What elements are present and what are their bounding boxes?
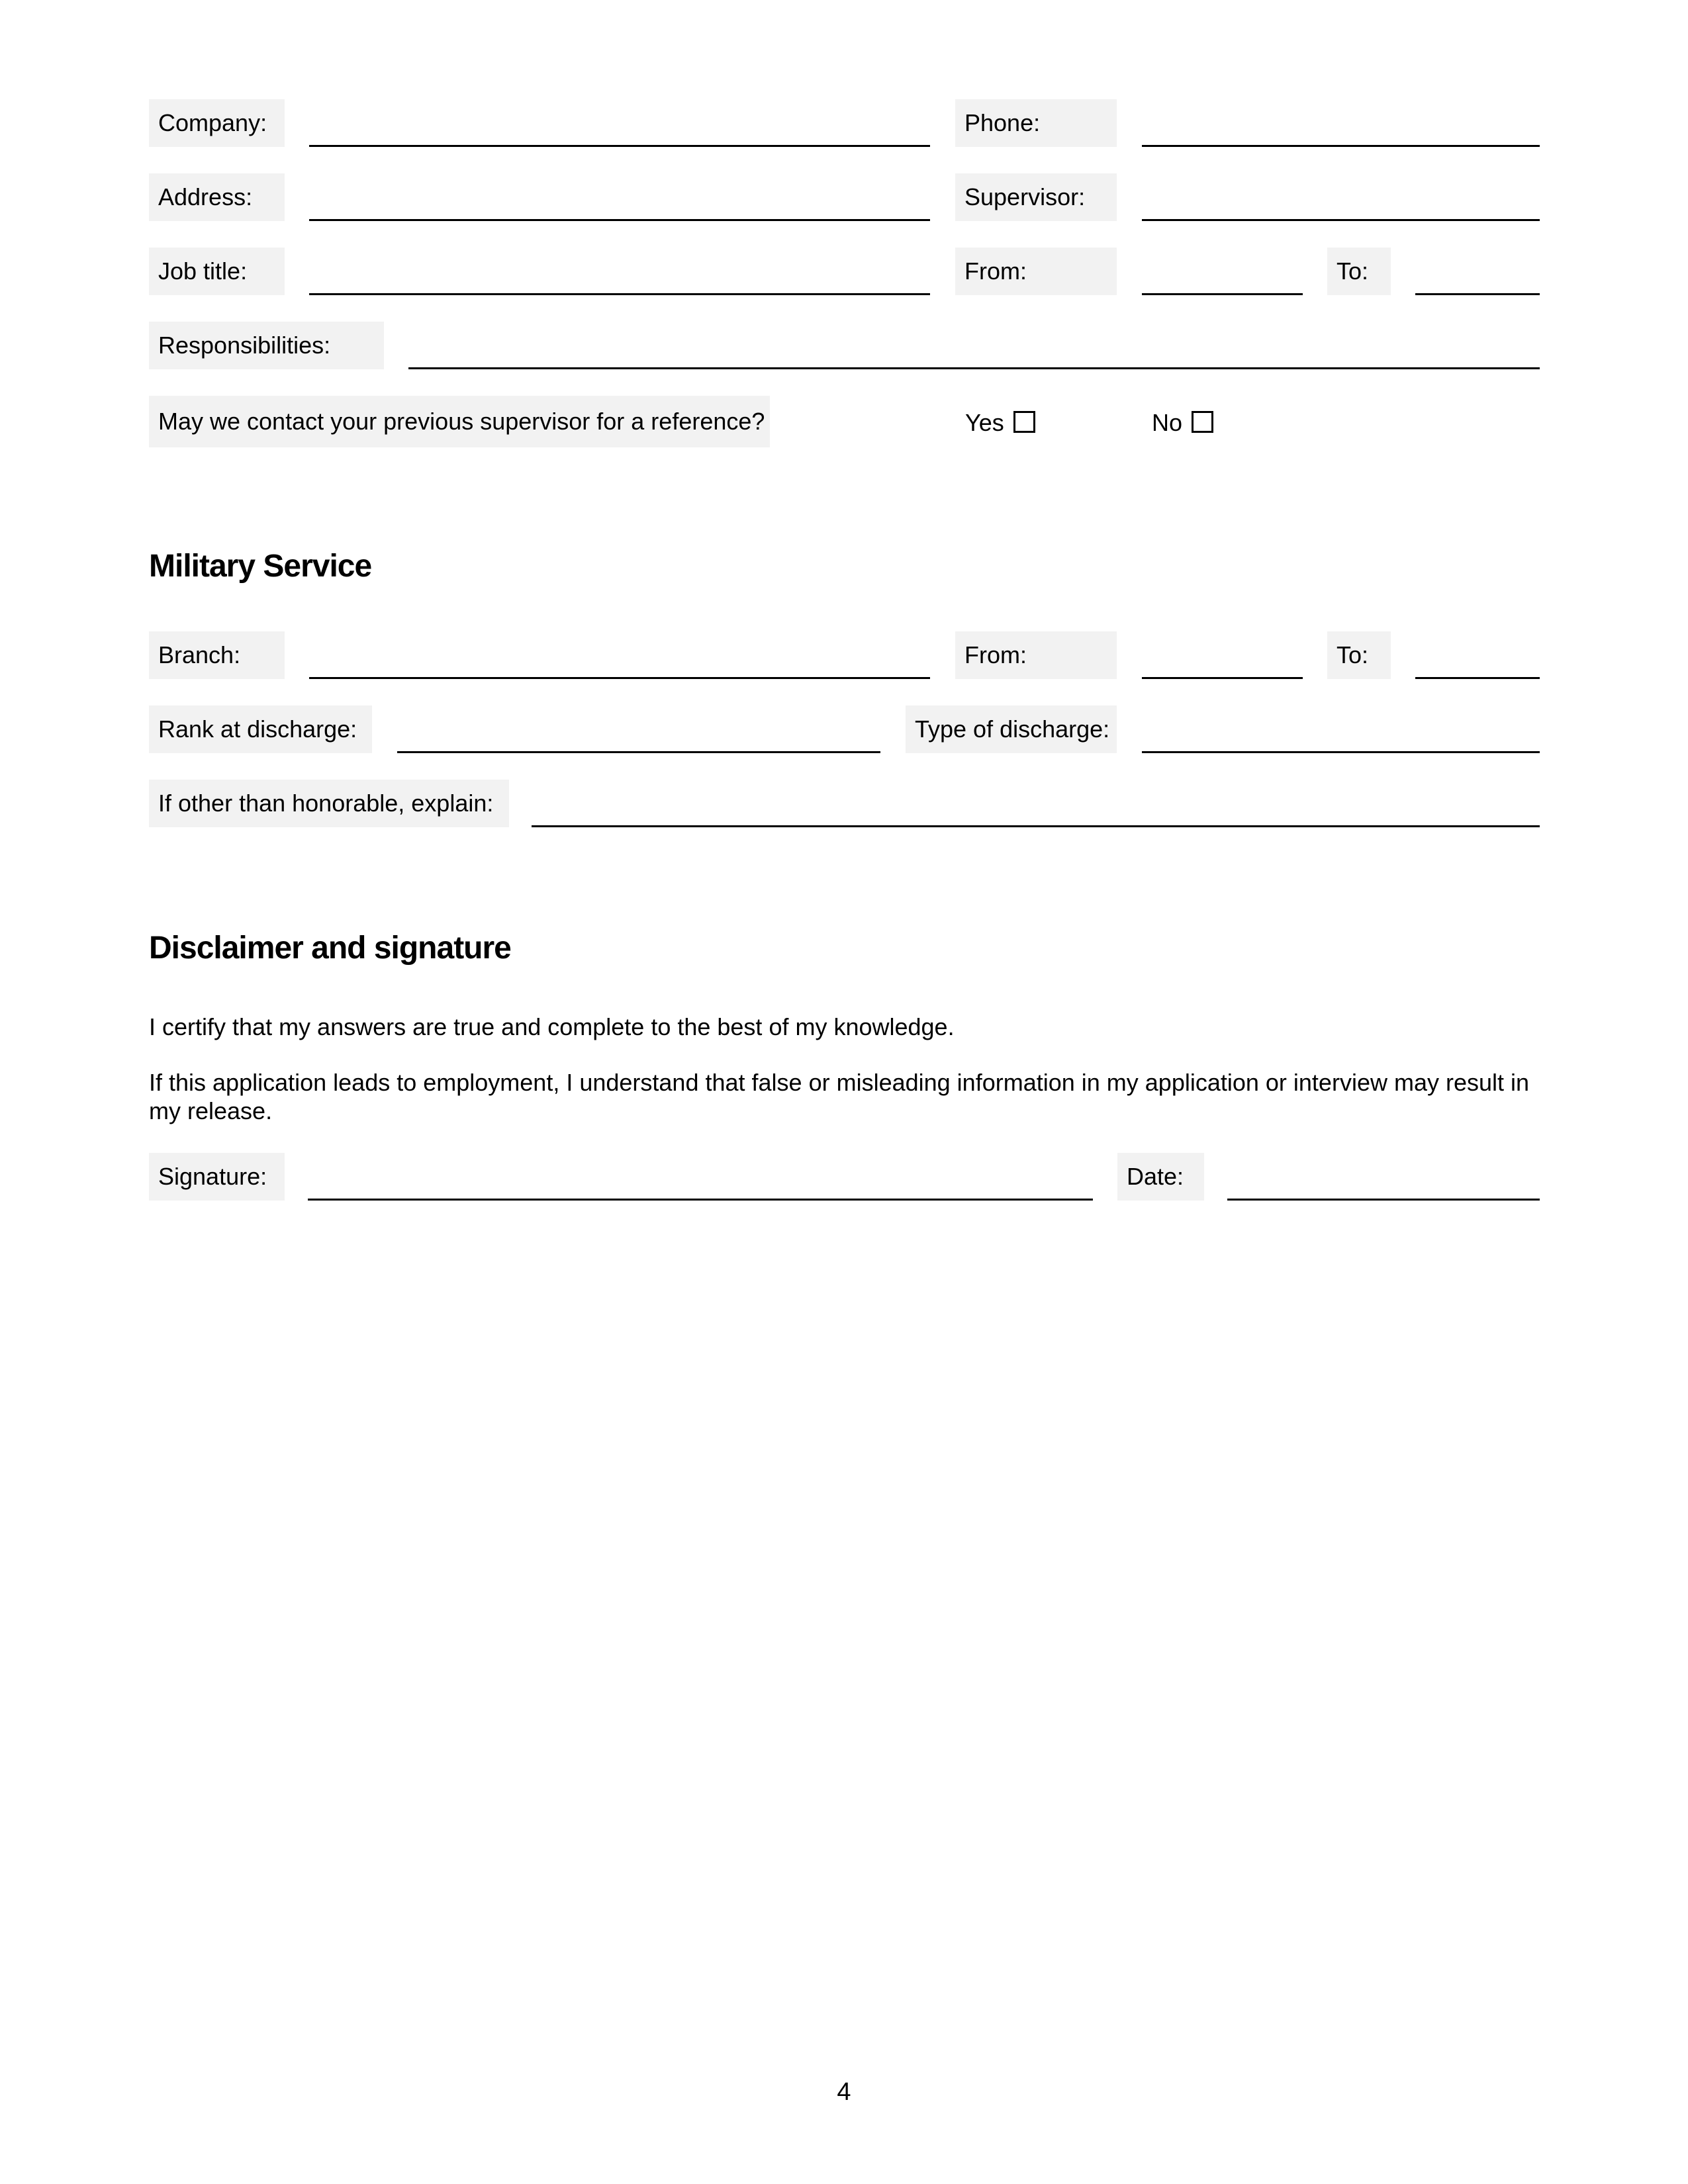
- contact-no-option[interactable]: [1152, 399, 1213, 447]
- supervisor-field[interactable]: [1142, 219, 1540, 221]
- signature-label: Signature:: [149, 1153, 285, 1201]
- disclaimer-paragraph-1: I certify that my answers are true and complete to the best of my knowledge.: [149, 1013, 955, 1040]
- rank-at-discharge-field[interactable]: [397, 751, 880, 753]
- contact-no-label: No: [1152, 409, 1183, 436]
- date-field[interactable]: [1227, 1199, 1540, 1201]
- contact-yes-option[interactable]: [965, 399, 1035, 447]
- supervisor-label: Supervisor:: [955, 173, 1117, 221]
- disclaimer-heading: Disclaimer and signature: [149, 931, 511, 966]
- military-to-field[interactable]: [1415, 677, 1540, 679]
- military-from-label: From:: [955, 631, 1117, 679]
- military-service-heading: Military Service: [149, 549, 372, 584]
- phone-field[interactable]: [1142, 145, 1540, 147]
- job-title-label: Job title:: [149, 248, 285, 295]
- type-of-discharge-field[interactable]: [1142, 751, 1540, 753]
- rank-at-discharge-label: Rank at discharge:: [149, 705, 372, 753]
- employment-from-label: From:: [955, 248, 1117, 295]
- checkbox-icon[interactable]: [1013, 411, 1035, 433]
- branch-field[interactable]: [309, 677, 930, 679]
- military-from-field[interactable]: [1142, 677, 1303, 679]
- contact-yes-label: Yes: [965, 409, 1004, 436]
- military-to-label: To:: [1327, 631, 1391, 679]
- company-field[interactable]: [309, 145, 930, 147]
- disclaimer-paragraph-2: If this application leads to employment, I understand that false or misleading information in my application or interview may result in my release.: [149, 1069, 1530, 1124]
- branch-label: Branch:: [149, 631, 285, 679]
- address-field[interactable]: [309, 219, 930, 221]
- address-label: Address:: [149, 173, 285, 221]
- date-label: Date:: [1117, 1153, 1204, 1201]
- checkbox-icon[interactable]: [1192, 411, 1213, 433]
- employment-to-label: To:: [1327, 248, 1391, 295]
- responsibilities-field[interactable]: [408, 367, 1540, 369]
- employment-to-field[interactable]: [1415, 293, 1540, 295]
- signature-field[interactable]: [308, 1199, 1093, 1201]
- employment-from-field[interactable]: [1142, 293, 1303, 295]
- type-of-discharge-label: Type of discharge:: [906, 705, 1117, 753]
- page-number: 4: [837, 2078, 851, 2106]
- explain-discharge-field[interactable]: [532, 825, 1540, 827]
- contact-question-label: May we contact your previous supervisor for a reference?: [149, 396, 770, 447]
- job-title-field[interactable]: [309, 293, 930, 295]
- responsibilities-label: Responsibilities:: [149, 322, 384, 369]
- company-label: Company:: [149, 99, 285, 147]
- phone-label: Phone:: [955, 99, 1117, 147]
- explain-discharge-label: If other than honorable, explain:: [149, 780, 509, 827]
